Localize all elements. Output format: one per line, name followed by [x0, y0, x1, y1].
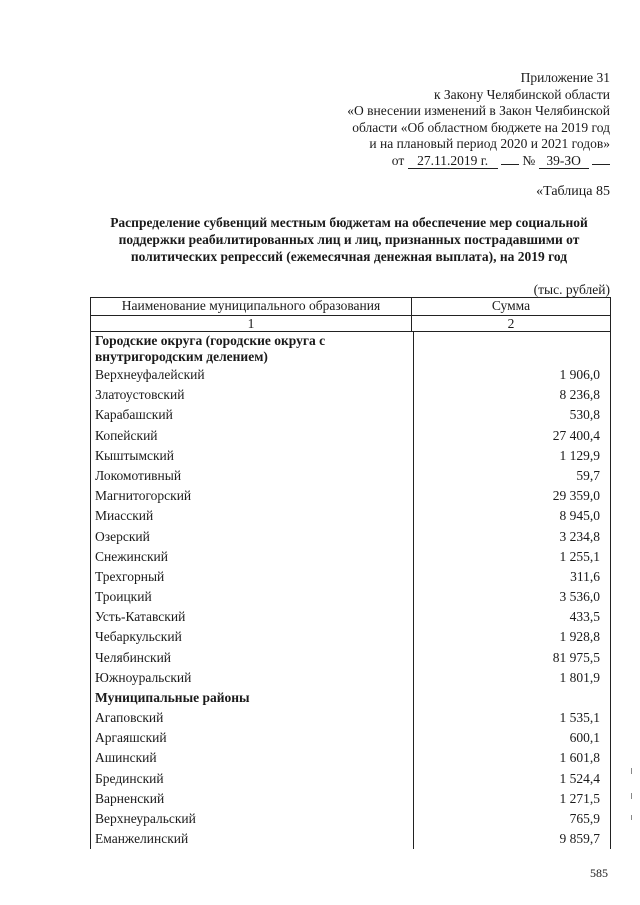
municipality-name: Трехгорный [91, 567, 414, 587]
table-row [91, 446, 610, 466]
section-header-municipal-districts [91, 688, 610, 708]
order-prefix: от [391, 152, 405, 168]
table-row [91, 506, 610, 526]
subsidy-amount: 3 234,8 [559, 528, 600, 544]
table-row [91, 527, 610, 547]
subsidy-amount: 8 236,8 [559, 387, 600, 403]
header-line: и на плановый период 2020 и 2021 годов» [369, 136, 610, 151]
column-number-1: 1 [91, 316, 412, 331]
subsidy-amount: 3 536,0 [559, 589, 600, 605]
scan-edge-mark [631, 793, 632, 799]
subsidy-amount: 8 945,0 [559, 508, 600, 524]
subsidy-amount: 433,5 [569, 609, 600, 625]
scan-edge-mark [631, 815, 632, 820]
subsidy-amount: 530,8 [569, 407, 600, 423]
table-row [91, 708, 610, 728]
subsidy-amount: 1 271,5 [559, 790, 600, 806]
subsidy-amount: 59,7 [576, 467, 600, 483]
document-title: Распределение субвенций местным бюджетам на обеспечение мер социальной поддержки реабилитированных лиц и лиц, признанных пострадавшими от политических репрессий (ежемесячная денежная выплата), на 2019 год [110, 215, 588, 264]
table-row [91, 426, 610, 446]
municipality-name: Ашинский [91, 748, 414, 768]
subsidy-amount: 1 129,9 [559, 447, 600, 463]
table-row [91, 607, 610, 627]
municipality-name: Миасский [91, 506, 414, 526]
municipality-name: Усть-Катавский [91, 607, 414, 627]
subsidy-amount: 1 928,8 [559, 629, 600, 645]
blank-underline [592, 164, 610, 165]
subsidy-amount: 600,1 [569, 730, 600, 746]
table-row [91, 769, 610, 789]
subsidy-amount: 1 535,1 [559, 710, 600, 725]
blank-underline [501, 164, 519, 165]
subsidy-amount: 29 359,0 [552, 488, 600, 504]
subsidy-amount: 1 255,1 [559, 548, 600, 564]
appendix-header [347, 70, 610, 169]
table-row [91, 748, 610, 768]
subsidy-amount: 311,6 [570, 568, 600, 584]
table-row [91, 627, 610, 647]
law-number: 39-ЗО [539, 154, 589, 169]
municipality-name: Чебаркульский [91, 627, 414, 647]
subsidy-amount: 81 975,5 [552, 649, 600, 665]
table-row [91, 648, 610, 668]
column-header-amount: Сумма [491, 298, 531, 313]
scan-edge-mark [631, 768, 632, 774]
section-municipal-districts-rows [91, 708, 610, 849]
municipality-name: Брединский [91, 769, 414, 789]
subsidy-amount: 1 906,0 [559, 367, 600, 382]
subsidy-amount: 27 400,4 [552, 427, 600, 443]
municipality-name: Златоустовский [91, 385, 414, 405]
table-row [91, 405, 610, 425]
order-number-label: № [522, 152, 536, 168]
municipality-name: Локомотивный [91, 466, 414, 486]
municipality-name: Магнитогорский [91, 486, 414, 506]
page-number: 585 [590, 866, 608, 880]
table-row [91, 547, 610, 567]
header-line: области «Об областном бюджете на 2019 год [352, 119, 610, 135]
municipality-name: Еманжелинский [91, 829, 414, 849]
municipality-name: Южноуральский [91, 668, 414, 688]
municipality-name: Снежинский [91, 547, 414, 567]
table-row [91, 466, 610, 486]
subsidy-amount: 1 801,9 [559, 669, 600, 685]
table-row [91, 385, 610, 405]
table-row [91, 567, 610, 587]
section-title: Городские округа (городские округа с внутригородским делением) [91, 332, 414, 365]
table-reference: «Таблица 85 [536, 184, 610, 199]
subsidy-amount: 1 601,8 [559, 750, 600, 766]
table-header-row [91, 297, 610, 315]
table-row [91, 365, 610, 385]
municipality-name: Озерский [91, 527, 414, 547]
table-row [91, 789, 610, 809]
municipality-name: Верхнеуральский [91, 809, 414, 829]
municipality-name: Верхнеуфалейский [91, 365, 414, 385]
table-row [91, 587, 610, 607]
law-date-number-line [347, 153, 610, 170]
table-row [91, 728, 610, 748]
municipality-name: Челябинский [91, 648, 414, 668]
header-line: «О внесении изменений в Закон Челябинской [347, 103, 610, 118]
municipality-name: Кыштымский [91, 446, 414, 466]
municipality-name: Карабашский [91, 405, 414, 425]
subsidy-amount: 1 524,4 [559, 770, 600, 786]
subsidy-amount: 765,9 [569, 810, 600, 826]
column-header-municipality: Наименование муниципального образования [91, 298, 412, 315]
municipality-name: Агаповский [91, 708, 414, 728]
table-row [91, 829, 610, 849]
header-line: к Закону Челябинской области [433, 86, 610, 102]
section-header-urban-districts [91, 332, 610, 365]
law-date: 27.11.2019 г. [408, 154, 498, 169]
header-line: Приложение 31 [520, 70, 610, 85]
subsidy-amount: 9 859,7 [559, 831, 600, 847]
municipality-name: Копейский [91, 426, 414, 446]
column-number-2: 2 [507, 316, 515, 331]
municipality-name: Троицкий [91, 587, 414, 607]
municipality-name: Аргаяшский [91, 728, 414, 748]
table-row [91, 486, 610, 506]
table-row [91, 809, 610, 829]
section-urban-districts-rows [91, 365, 610, 688]
subsidy-table [90, 297, 611, 849]
section-title: Муниципальные районы [91, 688, 414, 708]
municipality-name: Варненский [91, 789, 414, 809]
column-number-row [91, 315, 610, 332]
table-row [91, 668, 610, 688]
units-label: (тыс. рублей) [533, 282, 610, 297]
